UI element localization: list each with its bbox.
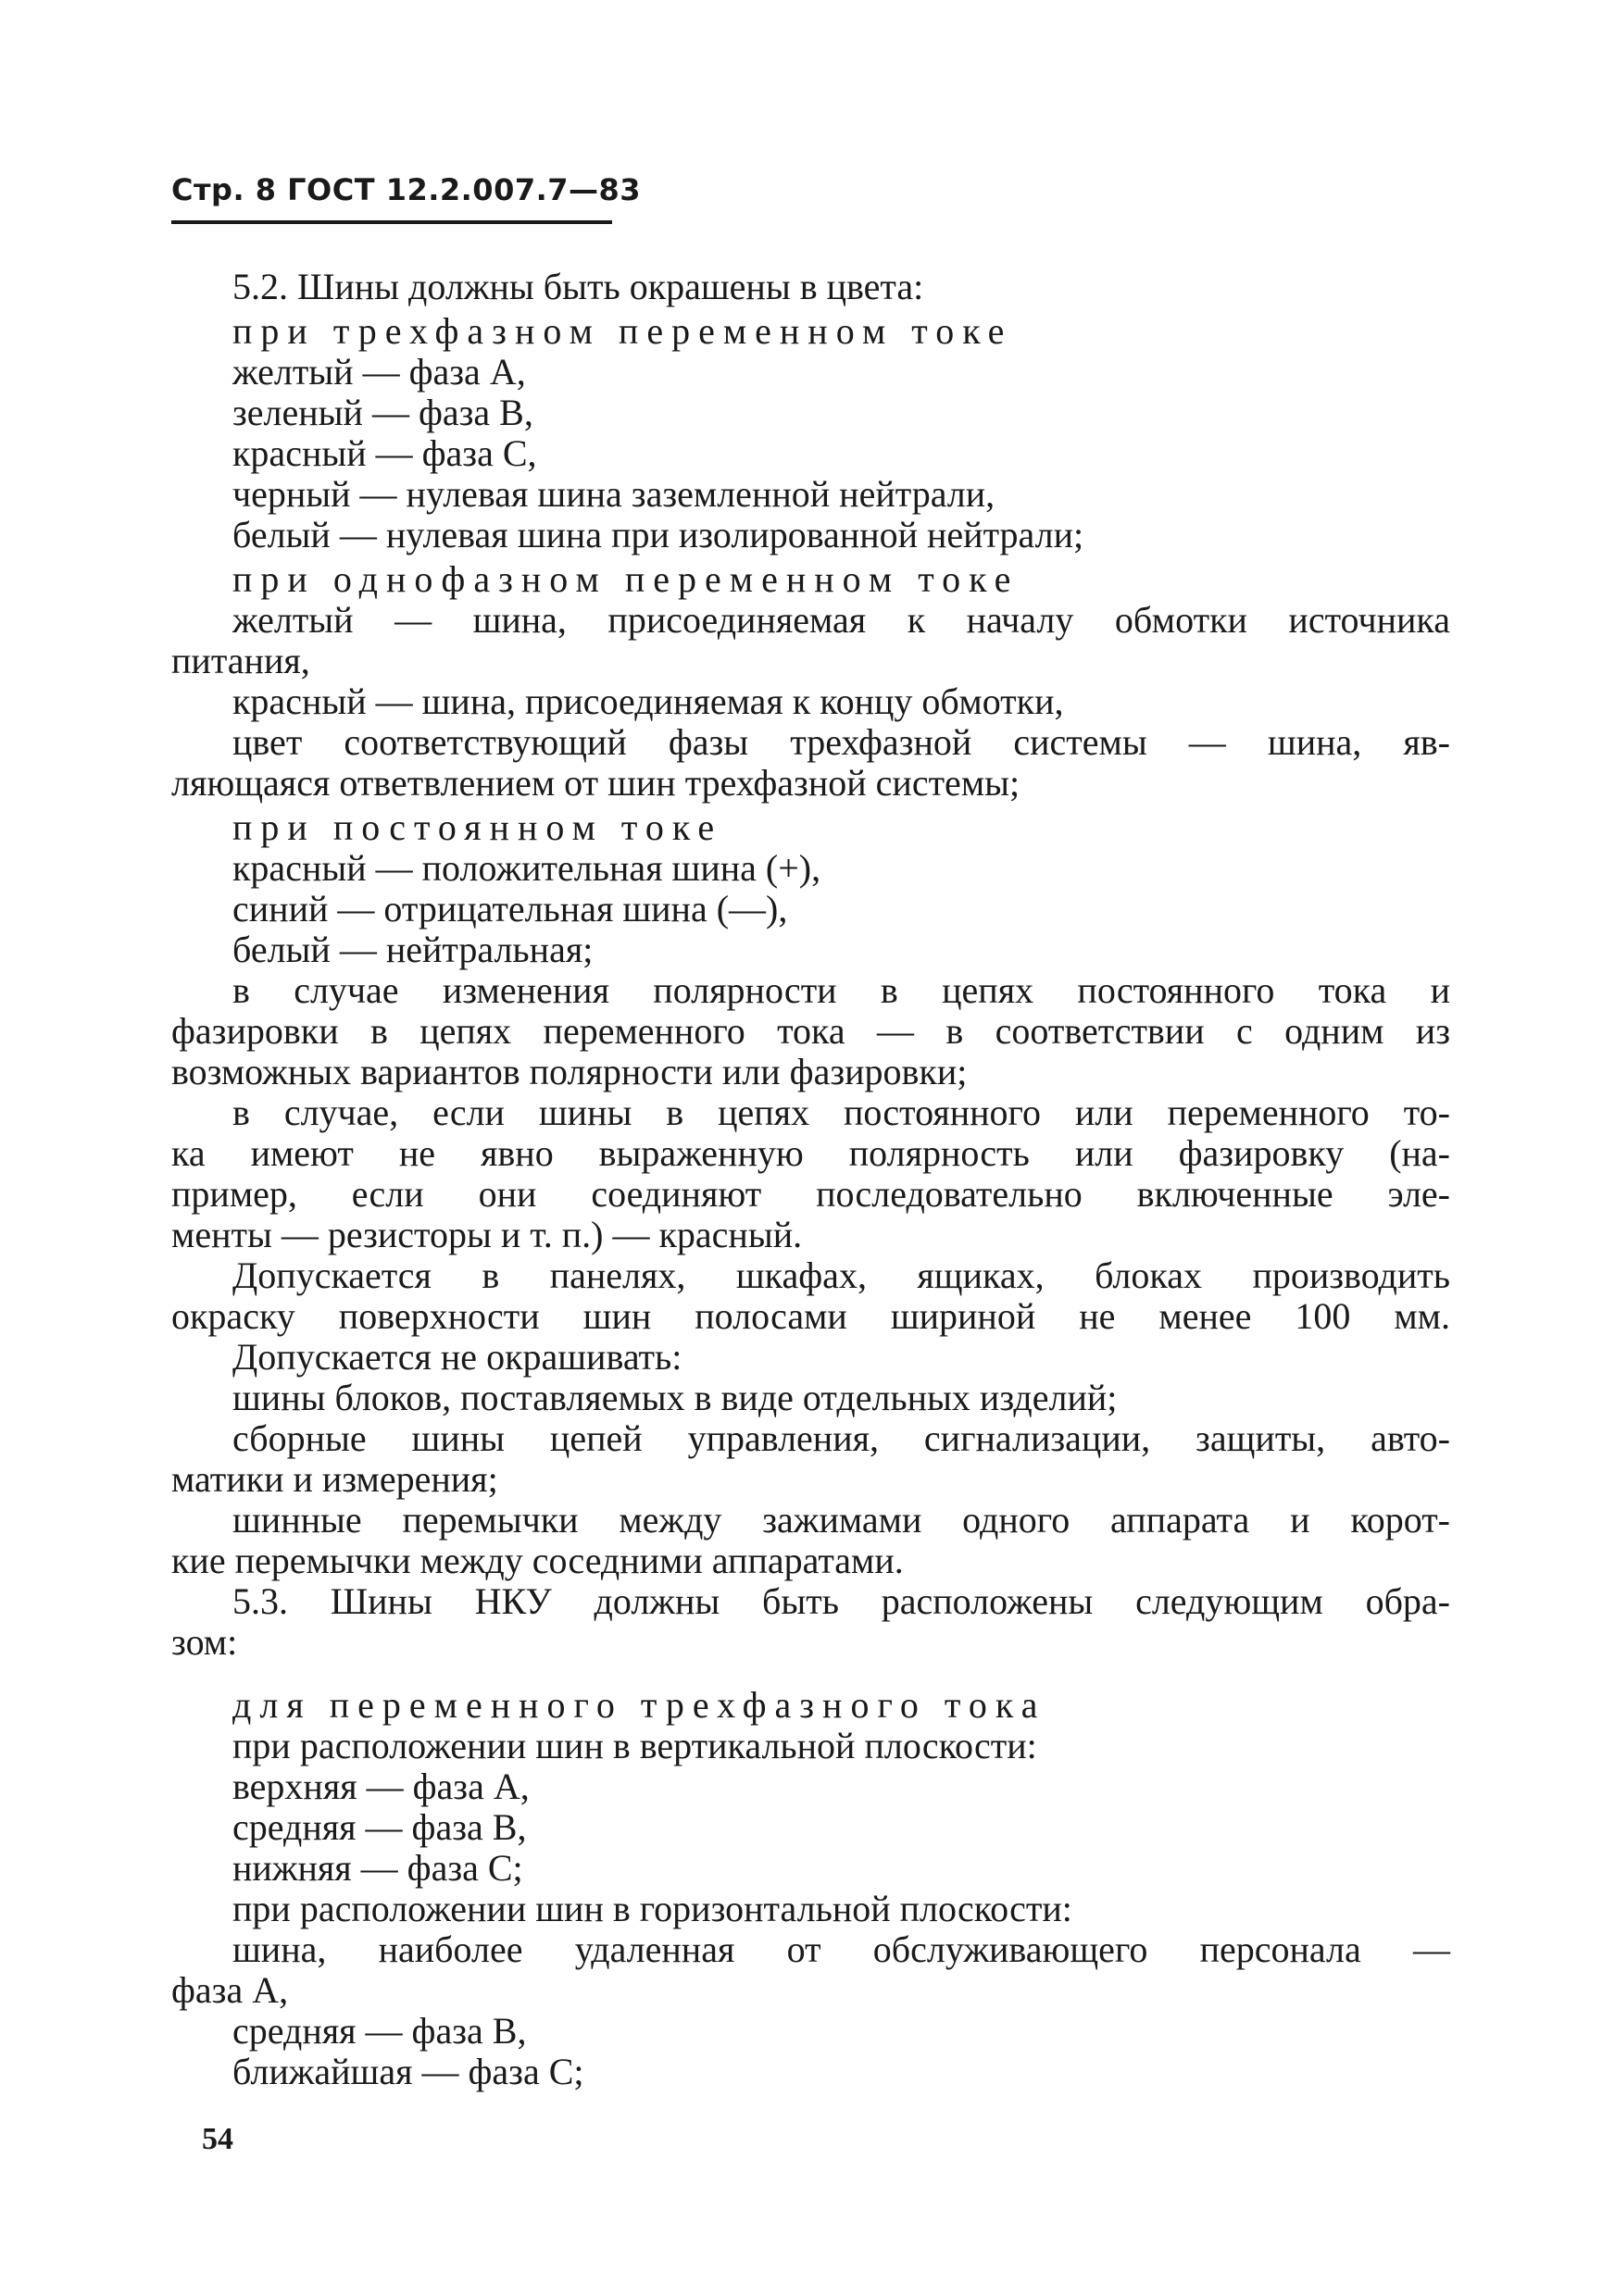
text-line: желтый — фаза А, [232,351,526,393]
text-line: в случае изменения полярности в цепях постоянного тока и [232,969,1450,1011]
text-line: окраску поверхности шин полосами шириной не менее 100 мм. [171,1295,1450,1337]
text-line: ближайшая — фаза С; [232,2051,584,2092]
text-line: синий — отрицательная шина (—), [232,888,788,930]
text-line: цвет соответствующий фазы трехфазной системы — шина, яв- [232,721,1450,763]
text-line: при расположении шин в горизонтальной плоскости: [232,1888,1072,1929]
text-line: Допускается в панелях, шкафах, ящиках, блоках производить [232,1254,1450,1296]
text-line: в случае, если шины в цепях постоянного или переменного то- [232,1092,1450,1133]
text-line: фазировки в цепях переменного тока — в соответствии с одним из [171,1010,1450,1052]
text-line: желтый — шина, присоединяемая к началу обмотки источника [232,599,1450,641]
text-line: менты — резисторы и т. п.) — красный. [171,1214,803,1255]
text-line: 5.3. Шины НКУ должны быть расположены следующим обра- [232,1580,1450,1622]
text-line: зеленый — фаза В, [232,392,533,433]
text-line: ляющаяся ответвлением от шин трехфазной системы; [171,762,1020,804]
section-subheading: при однофазном переменном токе [232,558,1020,600]
text-line: нижняя — фаза С; [232,1847,523,1889]
text-line: кие перемычки между соседними аппаратами. [171,1540,904,1581]
text-line: шины блоков, поставляемых в виде отдельных изделий; [232,1377,1118,1418]
text-line: шинные перемычки между зажимами одного аппарата и корот- [232,1499,1450,1541]
text-line: красный — положительная шина (+), [232,847,821,889]
page-number: 54 [202,2122,233,2156]
text-line: красный — фаза С, [232,432,537,474]
text-line: возможных вариантов полярности или фазировки; [171,1051,968,1092]
text-line: Допускается не окрашивать: [232,1336,682,1378]
text-line: черный — нулевая шина заземленной нейтрали, [232,473,995,515]
text-line: сборные шины цепей управления, сигнализации, защиты, авто- [232,1417,1450,1459]
header-rule [171,220,612,224]
text-line: белый — нейтральная; [232,929,594,970]
body-text [171,267,1450,2092]
text-line: фаза А, [171,1969,289,2011]
text-line: верхняя — фаза А, [232,1766,530,1807]
section-subheading: для переменного трехфазного тока [232,1684,1046,1726]
text-line: средняя — фаза В, [232,1806,527,1848]
text-line: матики и измерения; [171,1458,498,1500]
text-line: шина, наиболее удаленная от обслуживающего персонала — [232,1928,1450,1970]
text-line: средняя — фаза В, [232,2010,527,2052]
text-line: пример, если они соединяют последовательно включенные эле- [171,1173,1450,1215]
text-line: ка имеют не явно выраженную полярность или фазировку (на- [171,1132,1450,1174]
section-subheading: при постоянном токе [232,806,723,848]
text-line: питания, [171,640,310,681]
page-header: Стр. 8 ГОСТ 12.2.007.7—83 [171,172,642,207]
text-line: красный — шина, присоединяемая к концу обмотки, [232,680,1064,722]
text-line: 5.2. Шины должны быть окрашены в цвета: [232,266,924,307]
text-line: белый — нулевая шина при изолированной нейтрали; [232,514,1084,555]
text-line: зом: [171,1621,238,1663]
section-subheading: при трехфазном переменном токе [232,310,1013,352]
text-line: при расположении шин в вертикальной плоскости: [232,1725,1037,1766]
